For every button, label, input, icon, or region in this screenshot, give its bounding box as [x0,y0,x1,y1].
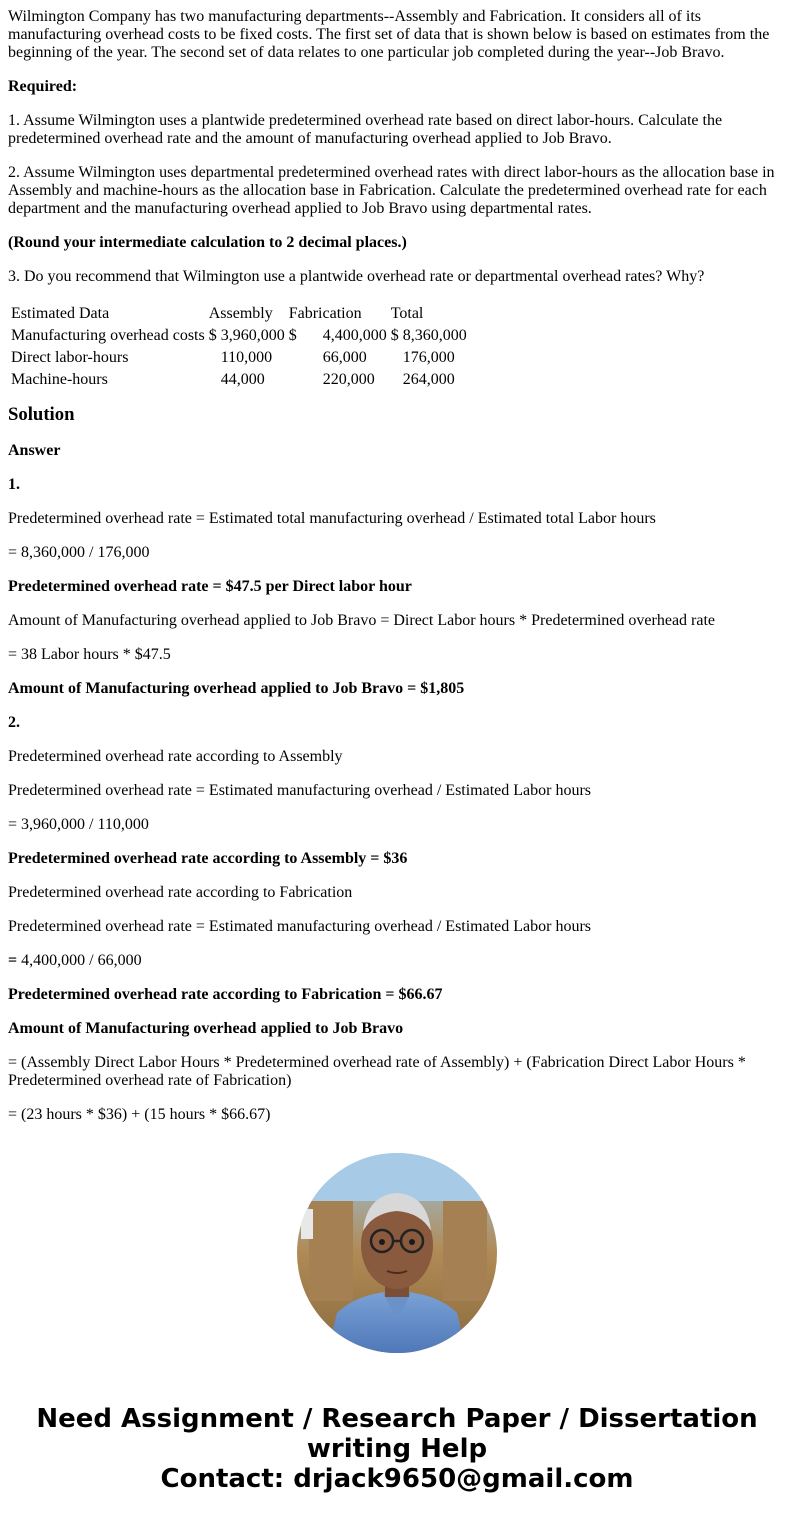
currency-symbol: $ [390,327,399,344]
part-1-rate-result: Predetermined overhead rate = $47.5 per Direct labor hour [8,578,412,595]
currency-symbol: $ [208,327,217,344]
fabrication-value: 220,000 [322,371,375,388]
question-2: 2. Assume Wilmington uses departmental predetermined overhead rates with direct labor-hours as the allocation base in Assembly and machine-hours as the allocation base in Fabrication. Calculate the predetermined overhead rate for each department and the manufacturing overhead applied to Job Bravo using departmental rates. [8,164,775,217]
part-2-fabrication-formula: Predetermined overhead rate = Estimated manufacturing overhead / Estimated Labor hours [8,918,592,935]
part-1-formula: Predetermined overhead rate = Estimated total manufacturing overhead / Estimated total Labor hours [8,510,656,527]
currency-symbol [208,348,218,368]
total-value: 8,360,000 [402,327,467,344]
part-2-applied-formula: = (Assembly Direct Labor Hours * Predetermined overhead rate of Assembly) + (Fabrication Direct Labor Hours * Predetermined overhead rate of Fabrication) [8,1054,746,1089]
row-label: Manufacturing overhead costs [11,327,205,344]
part-2-assembly-formula: Predetermined overhead rate = Estimated manufacturing overhead / Estimated Labor hours [8,782,592,799]
part-2-applied-calculation: = (23 hours * $36) + (15 hours * $66.67) [8,1106,271,1122]
part-1-applied-result: Amount of Manufacturing overhead applied to Job Bravo = $1,805 [8,680,465,697]
fabrication-value: 4,400,000 [322,327,387,344]
fabrication-calc-text: 4,400,000 / 66,000 [17,952,142,969]
required-label: Required: [8,78,78,95]
part-2-fabrication-heading: Predetermined overhead rate according to Fabrication [8,884,353,901]
part-1-applied-formula: Amount of Manufacturing overhead applied to Job Bravo = Direct Labor hours * Predetermined overhead rate [8,612,716,629]
promo-contact: Contact: drjack9650@gmail.com [160,1464,634,1494]
part-2-fabrication-calculation [8,952,786,970]
assembly-value: 110,000 [220,349,273,366]
row-label: Machine-hours [11,371,108,388]
equals-sign: = [8,952,18,969]
solution-heading: Solution [8,404,75,425]
assembly-value: 3,960,000 [220,327,285,344]
rounding-note: (Round your intermediate calculation to 2 decimal places.) [8,234,407,251]
currency-symbol [288,370,320,390]
part-1-label: 1. [8,476,20,493]
promo-line-2: writing Help [306,1434,488,1464]
part-2-applied-heading: Amount of Manufacturing overhead applied to Job Bravo [8,1020,404,1037]
part-2-fabrication-result: Predetermined overhead rate according to Fabrication = $66.67 [8,986,443,1003]
table-row [10,326,468,346]
currency-symbol [288,348,320,368]
part-1-applied-calculation: = 38 Labor hours * $47.5 [8,646,171,663]
document-content [8,8,786,1122]
author-photo [297,1153,497,1353]
total-value: 264,000 [402,371,455,388]
table-header-cell: Assembly [208,305,273,322]
currency-symbol: $ [288,327,297,344]
table-row [10,370,468,390]
row-label: Direct labor-hours [11,349,129,366]
currency-symbol [208,370,218,390]
part-2-assembly-heading: Predetermined overhead rate according to Assembly [8,748,343,765]
question-3: 3. Do you recommend that Wilmington use a plantwide overhead rate or departmental overhead rates? Why? [8,268,705,285]
part-1-calculation: = 8,360,000 / 176,000 [8,544,150,561]
answer-label: Answer [8,442,61,459]
promo-line-1: Need Assignment / Research Paper / Dissertation [36,1404,758,1434]
part-2-assembly-result: Predetermined overhead rate according to Assembly = $36 [8,850,408,867]
currency-symbol [390,370,400,390]
table-header-cell: Total [390,305,424,322]
promo-banner [0,1404,794,1494]
question-1: 1. Assume Wilmington uses a plantwide predetermined overhead rate based on direct labor-hours. Calculate the predetermined overhead rate and the amount of manufacturing overhead applied to Job Bravo. [8,112,723,147]
problem-intro: Wilmington Company has two manufacturing departments--Assembly and Fabrication. It considers all of its manufacturing overhead costs to be fixed costs. The first set of data that is shown below is based on estimates from the beginning of the year. The second set of data relates to one particular job completed during the year--Job Bravo. [8,8,770,61]
table-header-cell: Estimated Data [11,305,110,322]
total-value: 176,000 [402,349,455,366]
assembly-value: 44,000 [220,371,265,388]
author-photo-illustration [297,1153,497,1353]
part-2-assembly-calculation: = 3,960,000 / 110,000 [8,816,149,833]
part-2-label: 2. [8,714,20,731]
table-header-cell: Fabrication [288,305,362,322]
table-row [10,348,468,368]
estimated-data-table [8,302,470,392]
currency-symbol [390,348,400,368]
table-header-row [10,304,468,324]
fabrication-value: 66,000 [322,349,367,366]
